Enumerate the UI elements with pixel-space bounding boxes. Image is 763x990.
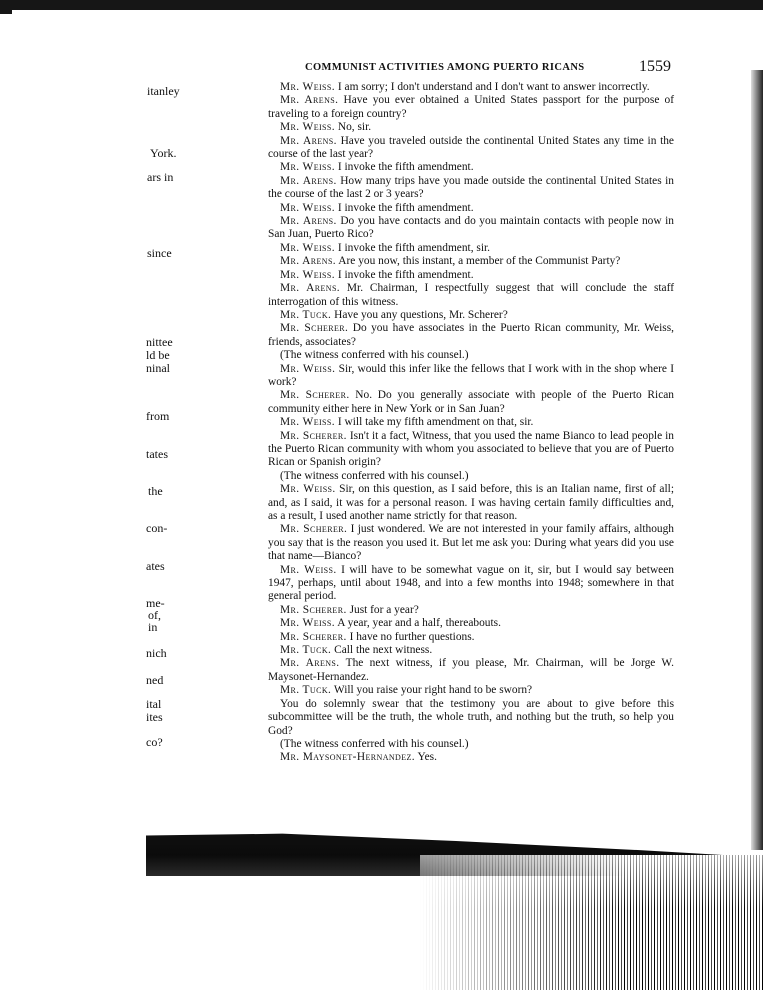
margin-fragment: ninal <box>146 361 170 375</box>
transcript-paragraph <box>268 631 674 644</box>
running-head: COMMUNIST ACTIVITIES AMONG PUERTO RICANS <box>305 62 585 73</box>
paragraph-text: Isn't it a fact, Witness, that you used the name Bianco to lead people in the Puerto Rican community with whom you associated to believe that you are of Puerto Rican or Spanish origin? <box>268 429 675 469</box>
transcript-paragraph <box>268 416 674 429</box>
paragraph-text: (The witness conferred with his counsel.) <box>280 349 469 362</box>
paragraph-text: A year, year and a half, thereabouts. <box>337 617 501 630</box>
transcript-paragraph <box>268 94 674 121</box>
margin-fragment: ld be <box>146 348 170 362</box>
margin-fragment: in <box>148 620 158 634</box>
speaker-name: Mr. Weiss. <box>280 563 337 576</box>
scan-streak-fade <box>420 855 763 990</box>
speaker-name: Mr. Weiss. <box>280 362 336 375</box>
margin-fragment: nittee <box>146 335 173 349</box>
margin-fragment: ates <box>146 559 165 573</box>
page-header <box>283 58 671 80</box>
paragraph-text: No, sir. <box>337 121 372 134</box>
margin-fragment: co? <box>146 735 163 749</box>
paragraph-text: I just wondered. We are not interested in your family affairs, although you say that is the reason you used it. But let me ask you: During what years did you use that name—Bianco? <box>268 523 674 563</box>
margin-fragment: nich <box>146 646 167 660</box>
transcript-paragraph <box>268 255 674 268</box>
paragraph-text: (The witness conferred with his counsel.) <box>280 469 469 482</box>
transcript-paragraph <box>268 684 674 697</box>
margin-fragment: con- <box>146 521 168 535</box>
speaker-name: Mr. Tuck. <box>280 308 332 321</box>
transcript-paragraph <box>268 483 674 523</box>
speaker-name: Mr. Arens. <box>280 94 339 107</box>
transcript-paragraph <box>268 202 674 215</box>
speaker-name: Mr. Arens. <box>280 282 341 295</box>
speaker-name: Mr. Weiss. <box>280 81 336 93</box>
paragraph-text: I am sorry; I don't understand and I don't want to answer incorrectly. <box>337 81 650 93</box>
transcript-paragraph <box>268 523 674 563</box>
margin-fragment: ital <box>146 697 162 711</box>
paragraph-text: Yes. <box>417 751 437 764</box>
paragraph-text: Have you traveled outside the continental United States any time in the course of the last year? <box>268 134 674 161</box>
transcript-paragraph <box>268 135 674 162</box>
transcript-paragraph <box>268 363 674 390</box>
paragraph-text: You do solemnly swear that the testimony you are about to give before this subcommittee will be the truth, the whole truth, and nothing but the truth, so help you God? <box>268 697 674 737</box>
paragraph-text: How many trips have you made outside the continental United States in the course of the last 2 or 3 years? <box>268 174 675 201</box>
speaker-name: Mr. Arens. <box>280 255 337 268</box>
transcript-aside <box>268 349 674 362</box>
transcript-paragraph <box>268 242 674 255</box>
transcript-paragraph <box>268 309 674 322</box>
transcript-paragraph <box>268 430 674 470</box>
speaker-name: Mr. Weiss. <box>280 201 336 214</box>
left-page-margin-fragments <box>0 0 200 800</box>
speaker-name: Mr. Scherer. <box>280 322 349 335</box>
paragraph-text: Do you have associates in the Puerto Rican community, Mr. Weiss, friends, associates? <box>268 322 674 348</box>
speaker-name: Mr. Scherer. <box>280 630 347 643</box>
margin-fragment: me- <box>146 596 165 610</box>
paragraph-text: Will you raise your right hand to be sworn? <box>333 684 533 697</box>
speaker-name: Mr. Scherer. <box>280 603 347 616</box>
speaker-name: Mr. Weiss. <box>280 161 336 174</box>
paragraph-text: (The witness conferred with his counsel.) <box>280 737 469 750</box>
paragraph-text: I will take my fifth amendment on that, sir. <box>337 416 534 429</box>
speaker-name: Mr. Arens. <box>280 134 337 147</box>
speaker-name: Mr. Weiss. <box>280 121 336 134</box>
paragraph-text: Are you now, this instant, a member of the Communist Party? <box>338 255 621 268</box>
speaker-name: Mr. Weiss. <box>280 416 336 429</box>
speaker-name: Mr. Weiss. <box>280 241 336 254</box>
paragraph-text: I invoke the fifth amendment, sir. <box>337 241 491 254</box>
margin-fragment: ned <box>146 673 164 687</box>
paragraph-text: I will have to be somewhat vague on it, sir, but I would say between 1947, perhaps, until about 1948, and into a few months into 1948; somewhere in that general period. <box>268 563 674 603</box>
page-number: 1559 <box>639 58 671 75</box>
paragraph-text: Sir, on this question, as I said before, this is an Italian name, first of all; and, as I said, it was for a personal reason. I was having certain family difficulties and, as a result, I used another name strictly for that reason. <box>268 483 674 522</box>
transcript-paragraph <box>268 389 674 416</box>
speaker-name: Mr. Arens. <box>280 174 337 187</box>
margin-fragment: ites <box>146 710 163 724</box>
speaker-name: Mr. Scherer. <box>280 429 347 442</box>
transcript-paragraph <box>268 657 674 684</box>
margin-fragment: tates <box>146 447 168 461</box>
margin-fragment: from <box>146 409 170 423</box>
paragraph-text: No. Do you generally associate with people of the Puerto Rican community either here in New York or in San Juan? <box>268 389 674 415</box>
paragraph-text: I invoke the fifth amendment. <box>337 268 474 281</box>
paragraph-text: I have no further questions. <box>349 630 475 643</box>
paragraph-text: Have you any questions, Mr. Scherer? <box>334 308 508 321</box>
transcript-paragraph <box>268 644 674 657</box>
transcript-paragraph <box>268 215 674 242</box>
transcript-aside <box>268 698 674 738</box>
margin-fragment: York. <box>150 146 177 160</box>
speaker-name: Mr. Weiss. <box>280 268 336 281</box>
transcript-paragraph <box>268 161 674 174</box>
transcript-paragraph <box>268 121 674 134</box>
margin-fragment: the <box>148 484 163 498</box>
transcript-paragraph <box>268 322 674 349</box>
margin-fragment: of, <box>148 608 161 622</box>
margin-fragment: itanley <box>147 84 180 98</box>
paragraph-text: I invoke the fifth amendment. <box>337 201 474 214</box>
paragraph-text: Sir, would this infer like the fellows that I work with in the shop where I work? <box>268 362 674 388</box>
transcript-paragraph <box>268 282 674 309</box>
speaker-name: Mr. Maysonet-Hernandez. <box>280 751 416 764</box>
margin-fragment: since <box>147 246 172 260</box>
speaker-name: Mr. Scherer. <box>280 389 350 402</box>
transcript-paragraph <box>268 604 674 617</box>
transcript-aside <box>268 470 674 483</box>
paragraph-text: I invoke the fifth amendment. <box>337 161 474 174</box>
paragraph-text: Mr. Chairman, I respectfully suggest that will conclude the staff interrogation of this witness. <box>268 282 674 308</box>
transcript-paragraph <box>268 269 674 282</box>
speaker-name: Mr. Weiss. <box>280 617 336 630</box>
paragraph-text: Do you have contacts and do you maintain contacts with people now in San Juan, Puerto Rico? <box>268 215 674 241</box>
paragraph-text: Call the next witness. <box>334 644 433 657</box>
transcript-paragraph <box>268 81 674 94</box>
speaker-name: Mr. Arens. <box>280 657 340 670</box>
transcript-paragraph <box>268 564 674 604</box>
transcript-paragraph <box>268 751 674 764</box>
hearing-transcript-body <box>268 81 674 765</box>
transcript-paragraph <box>268 175 674 202</box>
paragraph-text: The next witness, if you please, Mr. Chairman, will be Jorge W. Maysonet-Hernandez. <box>268 657 674 683</box>
paragraph-text: Have you ever obtained a United States passport for the purpose of traveling to a foreign country? <box>268 94 674 120</box>
speaker-name: Mr. Tuck. <box>280 684 332 697</box>
speaker-name: Mr. Tuck. <box>280 644 332 657</box>
transcript-aside <box>268 738 674 751</box>
speaker-name: Mr. Arens. <box>280 215 337 228</box>
speaker-name: Mr. Weiss. <box>280 483 336 496</box>
paragraph-text: Just for a year? <box>349 603 419 616</box>
speaker-name: Mr. Scherer. <box>280 523 348 536</box>
scan-right-page-edge <box>751 70 763 850</box>
transcript-paragraph <box>268 617 674 630</box>
margin-fragment: ars in <box>147 170 174 184</box>
